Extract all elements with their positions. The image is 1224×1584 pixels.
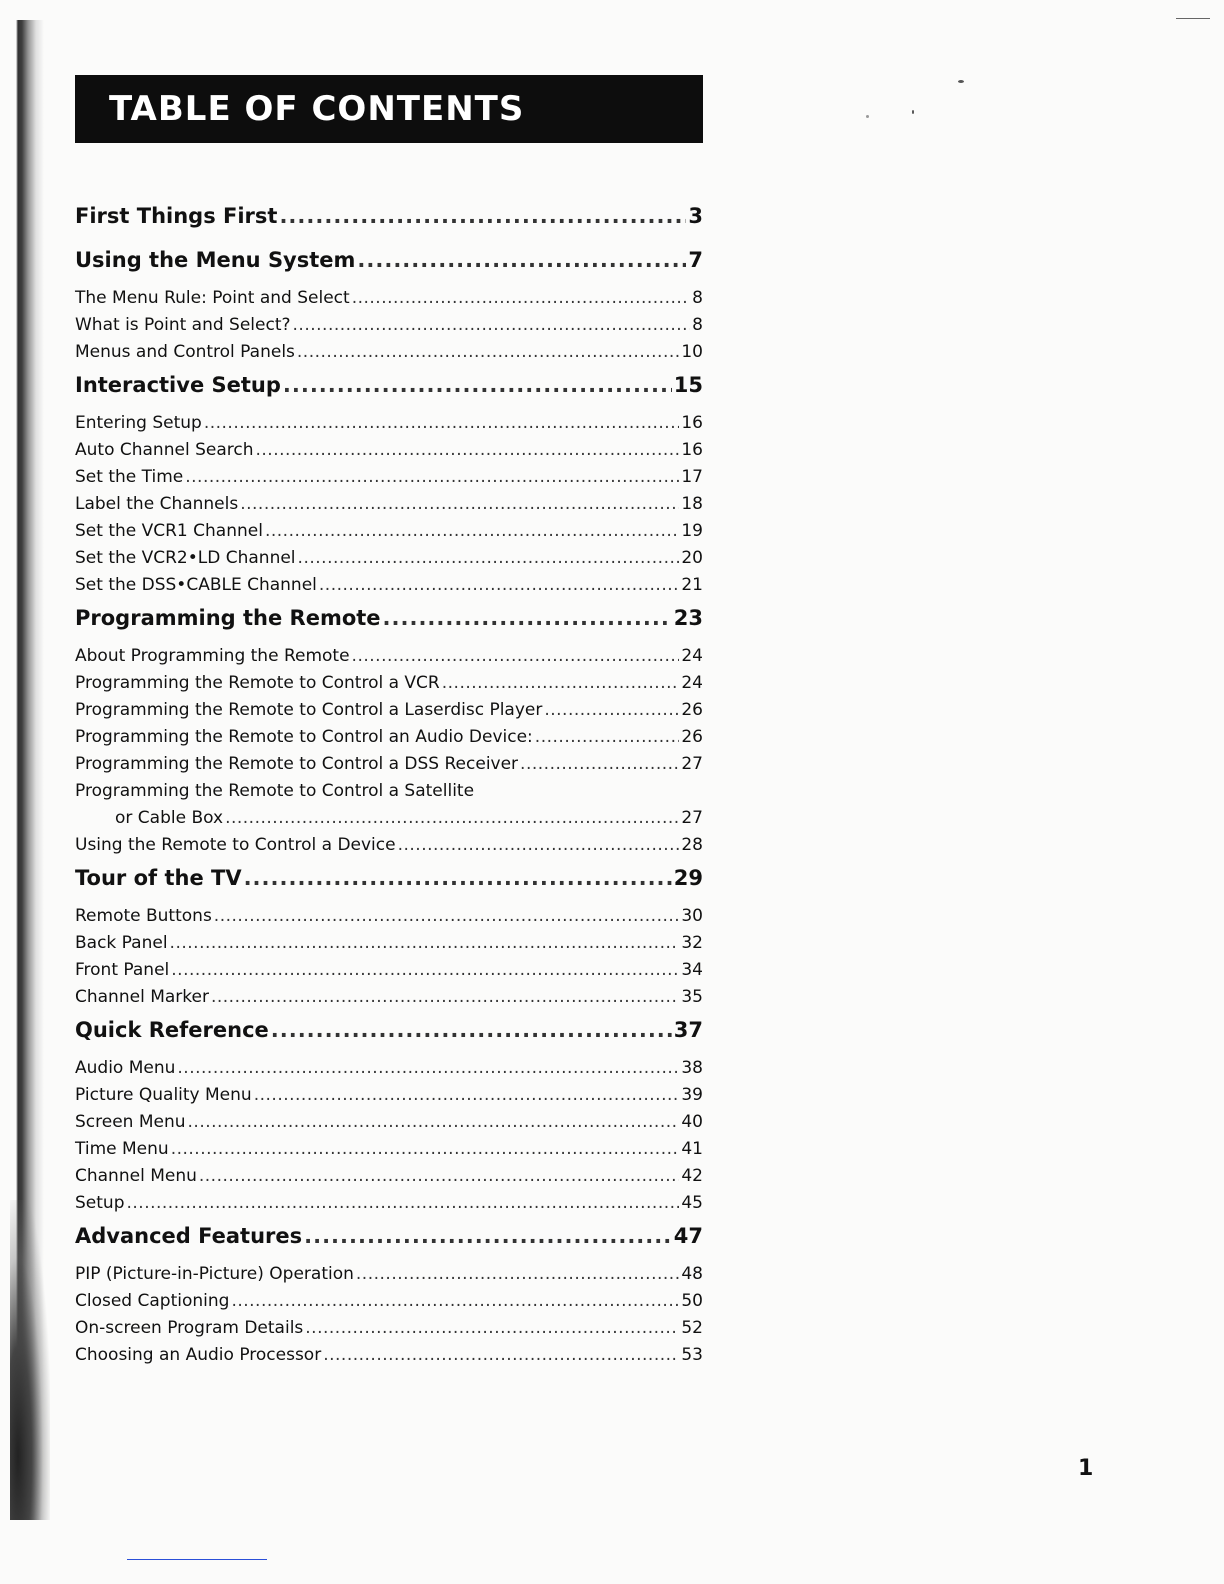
table-of-contents	[75, 204, 703, 1376]
toc-entry-continued[interactable]	[75, 808, 703, 835]
toc-entry[interactable]	[75, 1112, 703, 1139]
toc-entry-label: Remote Buttons	[75, 906, 212, 926]
dot-leader	[520, 754, 679, 774]
toc-entry-label: What is Point and Select?	[75, 315, 291, 335]
toc-entry-label: Choosing an Audio Processor	[75, 1345, 322, 1365]
toc-entry-label: Programming the Remote to Control a DSS Receiver	[75, 754, 519, 774]
toc-entry[interactable]	[75, 1193, 703, 1220]
toc-entry-page: 48	[681, 1264, 703, 1284]
footer-rule	[127, 1559, 267, 1560]
toc-entry-label: Set the VCR1 Channel	[75, 521, 263, 541]
toc-entry-label: Screen Menu	[75, 1112, 186, 1132]
dot-leader	[225, 808, 679, 828]
toc-entry-page: 41	[681, 1139, 703, 1159]
toc-entry[interactable]	[75, 835, 703, 862]
toc-entry[interactable]	[75, 288, 703, 315]
toc-entry-label: Programming the Remote to Control a Laserdisc Player	[75, 700, 543, 720]
toc-entry-page: 17	[681, 467, 703, 487]
toc-entry-page: 40	[681, 1112, 703, 1132]
toc-entry[interactable]	[75, 781, 703, 808]
toc-entry-label: Auto Channel Search	[75, 440, 254, 460]
toc-entry[interactable]	[75, 342, 703, 369]
toc-entry[interactable]	[75, 1166, 703, 1193]
section-heading[interactable]	[75, 204, 703, 244]
toc-entry-page: 30	[681, 906, 703, 926]
toc-entry-label: Setup	[75, 1193, 125, 1213]
section-heading-page: 23	[673, 606, 703, 630]
title-banner	[75, 75, 703, 143]
corner-mark	[1176, 18, 1210, 19]
dot-leader	[255, 440, 679, 460]
toc-entry-page: 10	[681, 342, 703, 362]
toc-entry-page: 20	[681, 548, 703, 568]
section-heading[interactable]	[75, 606, 703, 646]
toc-entry-label: PIP (Picture-in-Picture) Operation	[75, 1264, 354, 1284]
toc-entry-page: 8	[692, 315, 703, 335]
toc-entry-label: The Menu Rule: Point and Select	[75, 288, 350, 308]
toc-entry-page: 39	[681, 1085, 703, 1105]
section-heading-label: First Things First	[75, 204, 278, 228]
toc-entry[interactable]	[75, 933, 703, 960]
toc-entry-label: Closed Captioning	[75, 1291, 230, 1311]
toc-entry-label: Programming the Remote to Control a VCR	[75, 673, 440, 693]
dot-leader	[319, 575, 679, 595]
toc-entry-label: Channel Marker	[75, 987, 209, 1007]
page-title: TABLE OF CONTENTS	[109, 89, 525, 129]
section-heading[interactable]	[75, 248, 703, 288]
toc-entry-label: Set the VCR2•LD Channel	[75, 548, 296, 568]
toc-section	[75, 373, 703, 602]
toc-entry-label: Set the Time	[75, 467, 184, 487]
toc-entry[interactable]	[75, 1318, 703, 1345]
toc-entry[interactable]	[75, 575, 703, 602]
toc-entry-page: 21	[681, 575, 703, 595]
toc-entry-label: Picture Quality Menu	[75, 1085, 252, 1105]
toc-entry[interactable]	[75, 727, 703, 754]
toc-entry-continued-label: or Cable Box	[115, 808, 224, 828]
toc-entry[interactable]	[75, 646, 703, 673]
toc-entry[interactable]	[75, 906, 703, 933]
toc-entry-page: 26	[681, 700, 703, 720]
toc-entry-label: Entering Setup	[75, 413, 202, 433]
toc-entry-page: 42	[681, 1166, 703, 1186]
toc-section	[75, 248, 703, 369]
dot-leader	[204, 413, 680, 433]
toc-entry-page: 27	[681, 754, 703, 774]
dot-leader	[126, 1193, 679, 1213]
dot-leader	[211, 987, 679, 1007]
section-heading-page: 47	[673, 1224, 703, 1248]
toc-entry-label: Audio Menu	[75, 1058, 176, 1078]
section-heading[interactable]	[75, 1018, 703, 1058]
toc-entry-page: 35	[681, 987, 703, 1007]
section-heading-label: Tour of the TV	[75, 866, 242, 890]
toc-entry-page: 16	[681, 440, 703, 460]
toc-entry-page: 34	[681, 960, 703, 980]
section-heading-page: 7	[688, 248, 703, 272]
toc-entry[interactable]	[75, 467, 703, 494]
toc-entry-label: Programming the Remote to Control a Satellite	[75, 781, 475, 801]
section-heading[interactable]	[75, 373, 703, 413]
dot-leader	[271, 1018, 672, 1042]
toc-entry[interactable]	[75, 754, 703, 781]
dot-leader	[352, 288, 690, 308]
toc-entry[interactable]	[75, 673, 703, 700]
dot-leader	[254, 1085, 680, 1105]
dot-leader	[298, 548, 680, 568]
dot-leader	[304, 1224, 672, 1248]
toc-entry-label: On-screen Program Details	[75, 1318, 304, 1338]
dot-leader	[283, 373, 672, 397]
toc-entry[interactable]	[75, 1291, 703, 1318]
toc-entry[interactable]	[75, 440, 703, 467]
toc-entry[interactable]	[75, 1058, 703, 1085]
dot-leader	[305, 1318, 679, 1338]
toc-section	[75, 1018, 703, 1220]
toc-entry-page: 24	[681, 673, 703, 693]
toc-entry-page: 24	[681, 646, 703, 666]
toc-entry[interactable]	[75, 315, 703, 342]
section-heading[interactable]	[75, 1224, 703, 1264]
toc-entry-label: Using the Remote to Control a Device	[75, 835, 396, 855]
toc-section	[75, 866, 703, 1014]
toc-entry[interactable]	[75, 413, 703, 440]
toc-entry-label: Front Panel	[75, 960, 170, 980]
dot-leader	[171, 960, 679, 980]
dot-leader	[357, 248, 686, 272]
dot-leader	[323, 1345, 679, 1365]
dot-leader	[185, 467, 679, 487]
toc-entry[interactable]	[75, 700, 703, 727]
dot-leader	[171, 1139, 680, 1159]
toc-entry-page: 18	[681, 494, 703, 514]
toc-entry-label: Set the DSS•CABLE Channel	[75, 575, 317, 595]
toc-entry-label: Channel Menu	[75, 1166, 197, 1186]
toc-entry[interactable]	[75, 521, 703, 548]
dot-leader	[356, 1264, 679, 1284]
section-heading[interactable]	[75, 866, 703, 906]
dot-leader	[544, 700, 679, 720]
toc-entry[interactable]	[75, 1085, 703, 1112]
dot-leader	[442, 673, 680, 693]
toc-entry[interactable]	[75, 494, 703, 521]
toc-entry-page: 50	[681, 1291, 703, 1311]
toc-section	[75, 1224, 703, 1372]
toc-entry-label: About Programming the Remote	[75, 646, 350, 666]
scan-speck	[912, 110, 914, 114]
dot-leader	[177, 1058, 679, 1078]
dot-leader	[383, 606, 672, 630]
dot-leader	[214, 906, 680, 926]
toc-entry[interactable]	[75, 960, 703, 987]
toc-entry-page: 26	[681, 727, 703, 747]
section-heading-label: Advanced Features	[75, 1224, 303, 1248]
toc-entry-label: Label the Channels	[75, 494, 239, 514]
dot-leader	[170, 933, 680, 953]
section-heading-page: 15	[673, 373, 703, 397]
toc-entry-page: 45	[681, 1193, 703, 1213]
toc-entry[interactable]	[75, 1264, 703, 1291]
scan-speck	[866, 115, 869, 118]
section-heading-label: Interactive Setup	[75, 373, 281, 397]
dot-leader	[199, 1166, 679, 1186]
dot-leader	[352, 646, 680, 666]
dot-leader	[279, 204, 686, 228]
dot-leader	[293, 315, 691, 335]
dot-leader	[244, 866, 672, 890]
dot-leader	[240, 494, 679, 514]
toc-entry[interactable]	[75, 1345, 703, 1372]
dot-leader	[297, 342, 679, 362]
toc-entry[interactable]	[75, 987, 703, 1014]
toc-entry-page: 19	[681, 521, 703, 541]
dot-leader	[535, 727, 680, 747]
dot-leader	[398, 835, 680, 855]
section-heading-label: Using the Menu System	[75, 248, 356, 272]
toc-section	[75, 204, 703, 244]
toc-entry-label: Menus and Control Panels	[75, 342, 295, 362]
toc-entry-page: 32	[681, 933, 703, 953]
section-heading-page: 37	[673, 1018, 703, 1042]
scan-speck	[958, 80, 964, 83]
binding-shadow	[10, 1200, 50, 1520]
dot-leader	[231, 1291, 679, 1311]
toc-entry[interactable]	[75, 548, 703, 575]
toc-entry-page: 8	[692, 288, 703, 308]
toc-entry-continued-page: 27	[681, 808, 703, 828]
toc-entry-page: 16	[681, 413, 703, 433]
toc-entry-label: Programming the Remote to Control an Audio Device:	[75, 727, 533, 747]
toc-entry-page: 52	[681, 1318, 703, 1338]
section-heading-label: Programming the Remote	[75, 606, 381, 630]
dot-leader	[265, 521, 679, 541]
toc-entry[interactable]	[75, 1139, 703, 1166]
page-number: 1	[1078, 1456, 1094, 1481]
toc-entry-page: 38	[681, 1058, 703, 1078]
toc-entry-page: 28	[681, 835, 703, 855]
section-heading-page: 3	[688, 204, 703, 228]
toc-section	[75, 606, 703, 862]
section-heading-label: Quick Reference	[75, 1018, 269, 1042]
section-heading-page: 29	[673, 866, 703, 890]
dot-leader	[188, 1112, 680, 1132]
toc-entry-page: 53	[681, 1345, 703, 1365]
toc-entry-label: Back Panel	[75, 933, 168, 953]
toc-entry-label: Time Menu	[75, 1139, 169, 1159]
